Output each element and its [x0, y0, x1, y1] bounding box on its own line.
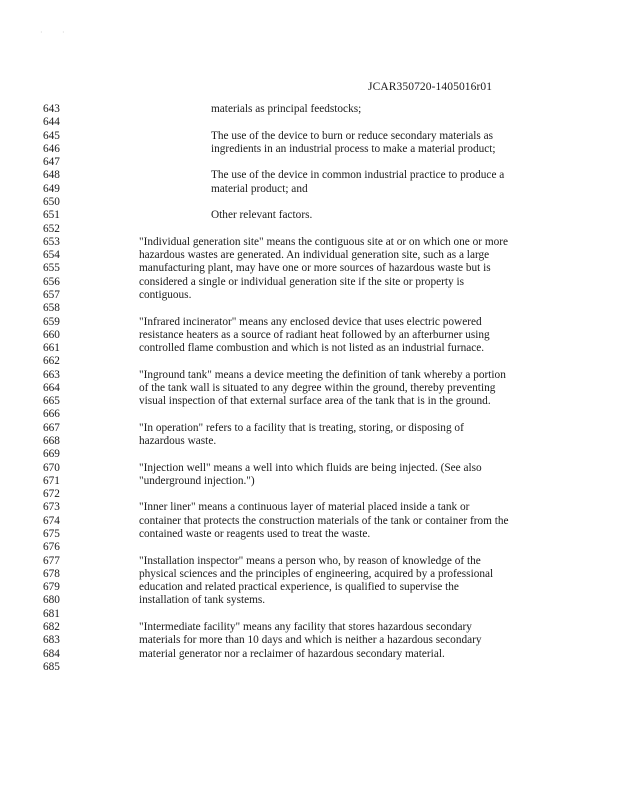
line-number: 654	[43, 249, 60, 262]
text-line	[0, 382, 618, 395]
line-number: 673	[43, 501, 60, 514]
text-line	[0, 541, 618, 554]
line-number: 675	[43, 528, 60, 540]
text-line	[0, 302, 618, 315]
text-line	[0, 568, 618, 581]
line-text: hazardous waste.	[139, 435, 217, 447]
line-number: 657	[43, 288, 60, 301]
text-line	[0, 156, 618, 169]
scan-speck: ·	[40, 28, 43, 37]
text-line	[0, 316, 618, 329]
line-number: 676	[43, 541, 60, 554]
line-text: materials for more than 10 days and which is neither a hazardous secondary	[139, 634, 482, 647]
text-line	[0, 183, 618, 196]
line-number: 651	[43, 209, 60, 222]
line-text: material product; and	[211, 182, 308, 195]
line-number: 671	[43, 474, 60, 487]
line-text: materials as principal feedstocks;	[211, 103, 362, 115]
line-number: 650	[43, 196, 60, 208]
line-text: Other relevant factors.	[211, 209, 313, 222]
line-number: 670	[43, 461, 60, 474]
line-number: 645	[43, 129, 60, 142]
line-text: "Injection well" means a well into which fluids are being injected. (See also	[139, 461, 482, 474]
text-line	[0, 555, 618, 568]
text-line	[0, 262, 618, 275]
line-text: "Inner liner" means a continuous layer of material placed inside a tank or	[139, 501, 470, 514]
line-number: 679	[43, 581, 60, 594]
line-number: 683	[43, 634, 60, 647]
text-line	[0, 661, 618, 674]
line-number: 682	[43, 620, 60, 633]
text-line	[0, 223, 618, 236]
line-number: 643	[43, 103, 60, 115]
line-number: 664	[43, 381, 60, 394]
line-text: contained waste or reagents used to treat the waste.	[139, 528, 371, 540]
line-text: "Individual generation site" means the contiguous site at or on which one or more	[139, 235, 509, 248]
text-line	[0, 329, 618, 342]
line-text: material generator nor a reclaimer of hazardous secondary material.	[139, 647, 445, 660]
line-text: The use of the device in common industrial practice to produce a	[211, 169, 505, 182]
line-text: of the tank wall is situated to any degree within the ground, thereby preventing	[139, 381, 496, 394]
text-line	[0, 528, 618, 541]
line-text: "Infrared incinerator" means any enclosed device that uses electric powered	[139, 315, 482, 328]
text-line	[0, 408, 618, 421]
line-number: 677	[43, 554, 60, 567]
document-id-header: JCAR350720-1405016r01	[368, 81, 493, 93]
text-line	[0, 581, 618, 594]
line-text: installation of tank systems.	[139, 594, 266, 607]
line-number: 665	[43, 395, 60, 408]
line-number: 648	[43, 169, 60, 182]
line-text: contiguous.	[139, 288, 192, 301]
line-text: The use of the device to burn or reduce secondary materials as	[211, 129, 493, 142]
line-text: visual inspection of that external surface area of the tank that is in the ground.	[139, 395, 491, 408]
text-line	[0, 462, 618, 475]
line-number: 649	[43, 182, 60, 195]
text-line	[0, 342, 618, 355]
line-text: physical sciences and the principles of engineering, acquired by a professional	[139, 567, 494, 580]
line-number: 667	[43, 421, 60, 434]
line-number: 646	[43, 142, 60, 155]
text-line	[0, 289, 618, 302]
line-text: education and related practical experience, is qualified to supervise the	[139, 581, 459, 594]
text-line	[0, 448, 618, 461]
text-line	[0, 249, 618, 262]
line-number: 680	[43, 594, 60, 607]
text-line	[0, 501, 618, 514]
line-text: resistance heaters as a source of radiant heat followed by an afterburner using	[139, 328, 490, 341]
text-line	[0, 236, 618, 249]
line-text: "Intermediate facility" means any facility that stores hazardous secondary	[139, 620, 472, 633]
text-line	[0, 608, 618, 621]
line-number: 647	[43, 156, 60, 169]
text-line	[0, 422, 618, 435]
text-line	[0, 395, 618, 408]
line-number: 662	[43, 355, 60, 368]
text-line	[0, 435, 618, 448]
line-text: considered a single or individual generation site if the site or property is	[139, 275, 465, 288]
line-number: 652	[43, 222, 60, 235]
text-line	[0, 103, 618, 116]
line-number: 685	[43, 660, 60, 673]
text-line	[0, 648, 618, 661]
line-number: 644	[43, 116, 60, 129]
line-number: 658	[43, 302, 60, 315]
line-number: 678	[43, 567, 60, 580]
line-text: ingredients in an industrial process to make a material product;	[211, 142, 496, 155]
text-line	[0, 276, 618, 289]
line-number: 674	[43, 514, 60, 527]
text-line	[0, 196, 618, 209]
line-number: 653	[43, 235, 60, 248]
scan-speck: ·	[62, 28, 65, 37]
line-number: 672	[43, 488, 60, 501]
text-line	[0, 355, 618, 368]
line-text: "Inground tank" means a device meeting the definition of tank whereby a portion	[139, 368, 506, 381]
text-line	[0, 130, 618, 143]
text-line	[0, 594, 618, 607]
text-line	[0, 143, 618, 156]
line-number: 660	[43, 328, 60, 341]
text-line	[0, 634, 618, 647]
text-line	[0, 621, 618, 634]
line-number: 663	[43, 368, 60, 381]
text-line	[0, 369, 618, 382]
text-line	[0, 116, 618, 129]
line-number: 655	[43, 262, 60, 275]
line-text: "In operation" refers to a facility that is treating, storing, or disposing of	[139, 421, 464, 434]
line-text: "underground injection.")	[139, 474, 255, 487]
line-number: 681	[43, 607, 60, 620]
line-number: 661	[43, 342, 60, 354]
line-text: container that protects the construction materials of the tank or container from the	[139, 514, 509, 527]
line-number: 668	[43, 435, 60, 447]
line-text: manufacturing plant, may have one or more sources of hazardous waste but is	[139, 262, 491, 275]
line-number: 669	[43, 448, 60, 461]
line-text: "Installation inspector" means a person who, by reason of knowledge of the	[139, 554, 481, 567]
line-number: 666	[43, 408, 60, 421]
line-text: controlled flame combustion and which is not listed as an industrial furnace.	[139, 342, 485, 354]
text-line	[0, 169, 618, 182]
text-line	[0, 515, 618, 528]
line-number: 684	[43, 647, 60, 660]
line-text: hazardous wastes are generated. An individual generation site, such as a large	[139, 249, 490, 262]
text-line	[0, 209, 618, 222]
line-number: 656	[43, 275, 60, 288]
text-line	[0, 475, 618, 488]
line-number: 659	[43, 315, 60, 328]
text-line	[0, 488, 618, 501]
